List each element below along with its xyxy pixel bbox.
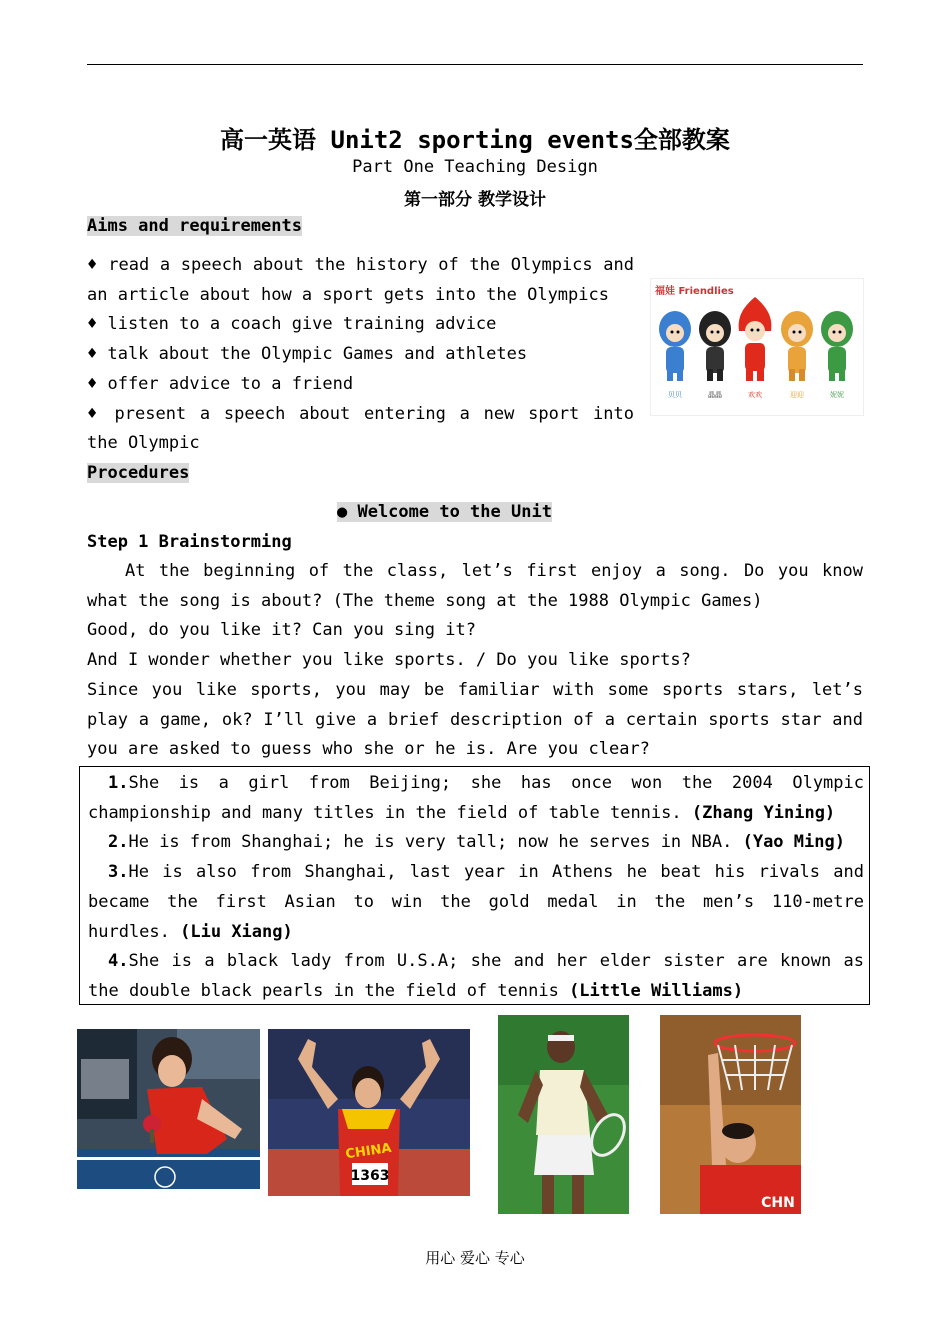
quiz-answer: (Little Williams) bbox=[569, 980, 744, 1001]
photo-yao-ming bbox=[660, 1015, 801, 1214]
procedure-line: And I wonder whether you like sports. / Do you like sports? bbox=[87, 650, 691, 671]
subtitle-english: Part One Teaching Design bbox=[352, 157, 598, 177]
quiz-item: 4.She is a black lady from U.S.A; she and her elder sister are known as the double black pearls in the field of tennis (Little Williams) bbox=[88, 951, 864, 1001]
procedure-line: Good, do you like it? Can you sing it? bbox=[87, 620, 476, 641]
quiz-item: 1.She is a girl from Beijing; she has once won the 2004 Olympic championship and many titles in the field of table tennis. (Zhang Yining) bbox=[88, 773, 864, 823]
quiz-box bbox=[79, 766, 870, 1005]
mascot-name-nini: 妮妮 bbox=[830, 391, 844, 399]
aims-heading: Aims and requirements bbox=[87, 216, 302, 236]
procedure-line: At the beginning of the class, let’s first enjoy a song. Do you know what the song is about? (The theme song at the 1988 Olympic Games) bbox=[87, 561, 863, 611]
aim-item: ♦ talk about the Olympic Games and athletes bbox=[87, 344, 528, 365]
procedure-line: Since you like sports, you may be familiar with some sports stars, let’s play a game, ok? I’ll give a brief description of a certain sports star and you are asked to guess who she or he is. Are you clear? bbox=[87, 679, 863, 760]
aim-item: ♦ read a speech about the history of the Olympics and an article about how a sport gets into the Olympics bbox=[87, 255, 634, 305]
quiz-answer: (Liu Xiang) bbox=[180, 921, 293, 942]
photo-zhang-yining bbox=[77, 1029, 260, 1189]
aims-list bbox=[87, 251, 634, 459]
mascot-name-beibei: 贝贝 bbox=[668, 391, 682, 399]
section-heading: ● Welcome to the Unit bbox=[337, 502, 552, 522]
aim-item: ♦ listen to a coach give training advice bbox=[87, 314, 497, 335]
jersey-text-chn: CHN bbox=[761, 1195, 795, 1211]
quiz-answer: (Zhang Yining) bbox=[691, 802, 836, 823]
photo-serena-williams bbox=[498, 1015, 629, 1214]
mascot-name-yingying: 迎迎 bbox=[790, 391, 804, 399]
jersey-text-china: CHINA bbox=[344, 1140, 393, 1163]
bib-number: 1363 bbox=[350, 1168, 390, 1184]
mascots-caption: 福娃 Friendlies bbox=[655, 286, 734, 297]
mascot-name-jingjing: 晶晶 bbox=[708, 391, 722, 399]
quiz-list bbox=[88, 769, 864, 1007]
photo-liu-xiang bbox=[268, 1029, 470, 1196]
subtitle-chinese: 第一部分 教学设计 bbox=[404, 190, 546, 210]
page-footer: 用心 爱心 专心 bbox=[425, 1249, 525, 1267]
olympic-mascots-image bbox=[650, 278, 864, 416]
aim-item: ♦ offer advice to a friend bbox=[87, 373, 354, 394]
header-rule bbox=[87, 64, 863, 65]
quiz-answer: (Yao Ming) bbox=[742, 832, 845, 853]
step1-heading: Step 1 Brainstorming bbox=[87, 532, 292, 552]
quiz-item: 2.He is from Shanghai; he is very tall; now he serves in NBA. (Yao Ming) bbox=[108, 832, 845, 853]
procedures-heading: Procedures bbox=[87, 463, 190, 483]
mascot-name-huanhuan: 欢欢 bbox=[748, 391, 762, 399]
document-title: 高一英语 Unit2 sporting events全部教案 bbox=[220, 126, 730, 154]
aim-item: ♦ present a speech about entering a new sport into the Olympic bbox=[87, 403, 634, 454]
quiz-item: 3.He is also from Shanghai, last year in Athens he beat his rivals and became the first Asian to win the gold medal in the men’s 110-metre hurdles. (Liu Xiang) bbox=[88, 862, 864, 942]
procedure-text bbox=[87, 557, 863, 765]
